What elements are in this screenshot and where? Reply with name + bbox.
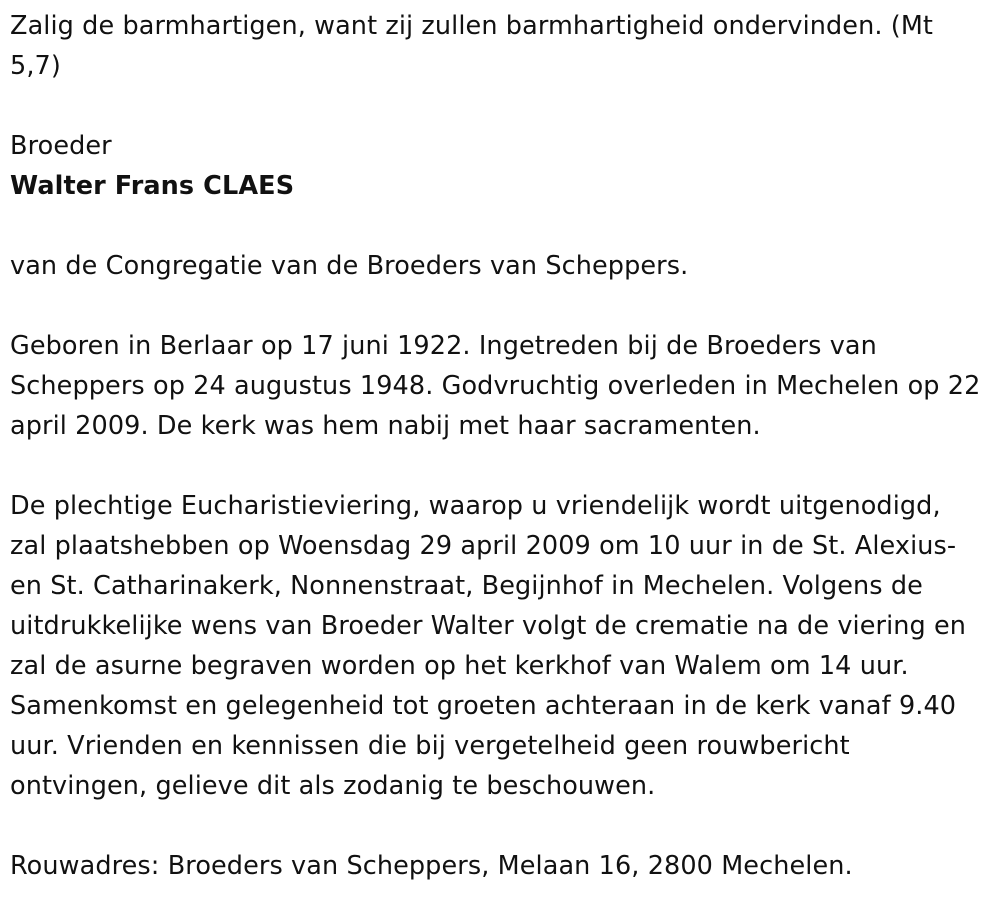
honorific-title: Broeder xyxy=(10,131,112,161)
mourning-address: Rouwadres: Broeders van Scheppers, Melaan 16, 2800 Mechelen. xyxy=(10,851,853,881)
obituary-notice xyxy=(10,6,982,886)
spacer xyxy=(10,446,982,486)
scripture-quote: Zalig de barmhartigen, want zij zullen barmhartigheid ondervinden. (Mt 5,7) xyxy=(10,11,934,81)
spacer xyxy=(10,206,982,246)
deceased-name: Walter Frans CLAES xyxy=(10,171,295,201)
congregation-line: van de Congregatie van de Broeders van Scheppers. xyxy=(10,251,689,281)
ceremony-paragraph: De plechtige Eucharistieviering, waarop u vriendelijk wordt uitgenodigd, zal plaatshebben op Woensdag 29 april 2009 om 10 uur in de St. Alexius-en St. Catharinakerk, Nonnenstraat, Begijnhof in Mechelen. Volgens de uitdrukkelijke wens van Broeder Walter volgt de crematie na de viering en zal de asurne begraven worden op het kerkhof van Walem om 14 uur. Samenkomst en gelegenheid tot groeten achteraan in de kerk vanaf 9.40 uur. Vrienden en kennissen die bij vergetelheid geen rouwbericht ontvingen, gelieve dit als zodanig te beschouwen. xyxy=(10,491,967,801)
biography-paragraph: Geboren in Berlaar op 17 juni 1922. Ingetreden bij de Broeders van Scheppers op 24 augustus 1948. Godvruchtig overleden in Mechelen op 22 april 2009. De kerk was hem nabij met haar sacramenten. xyxy=(10,331,981,441)
spacer xyxy=(10,806,982,846)
spacer xyxy=(10,86,982,126)
spacer xyxy=(10,286,982,326)
